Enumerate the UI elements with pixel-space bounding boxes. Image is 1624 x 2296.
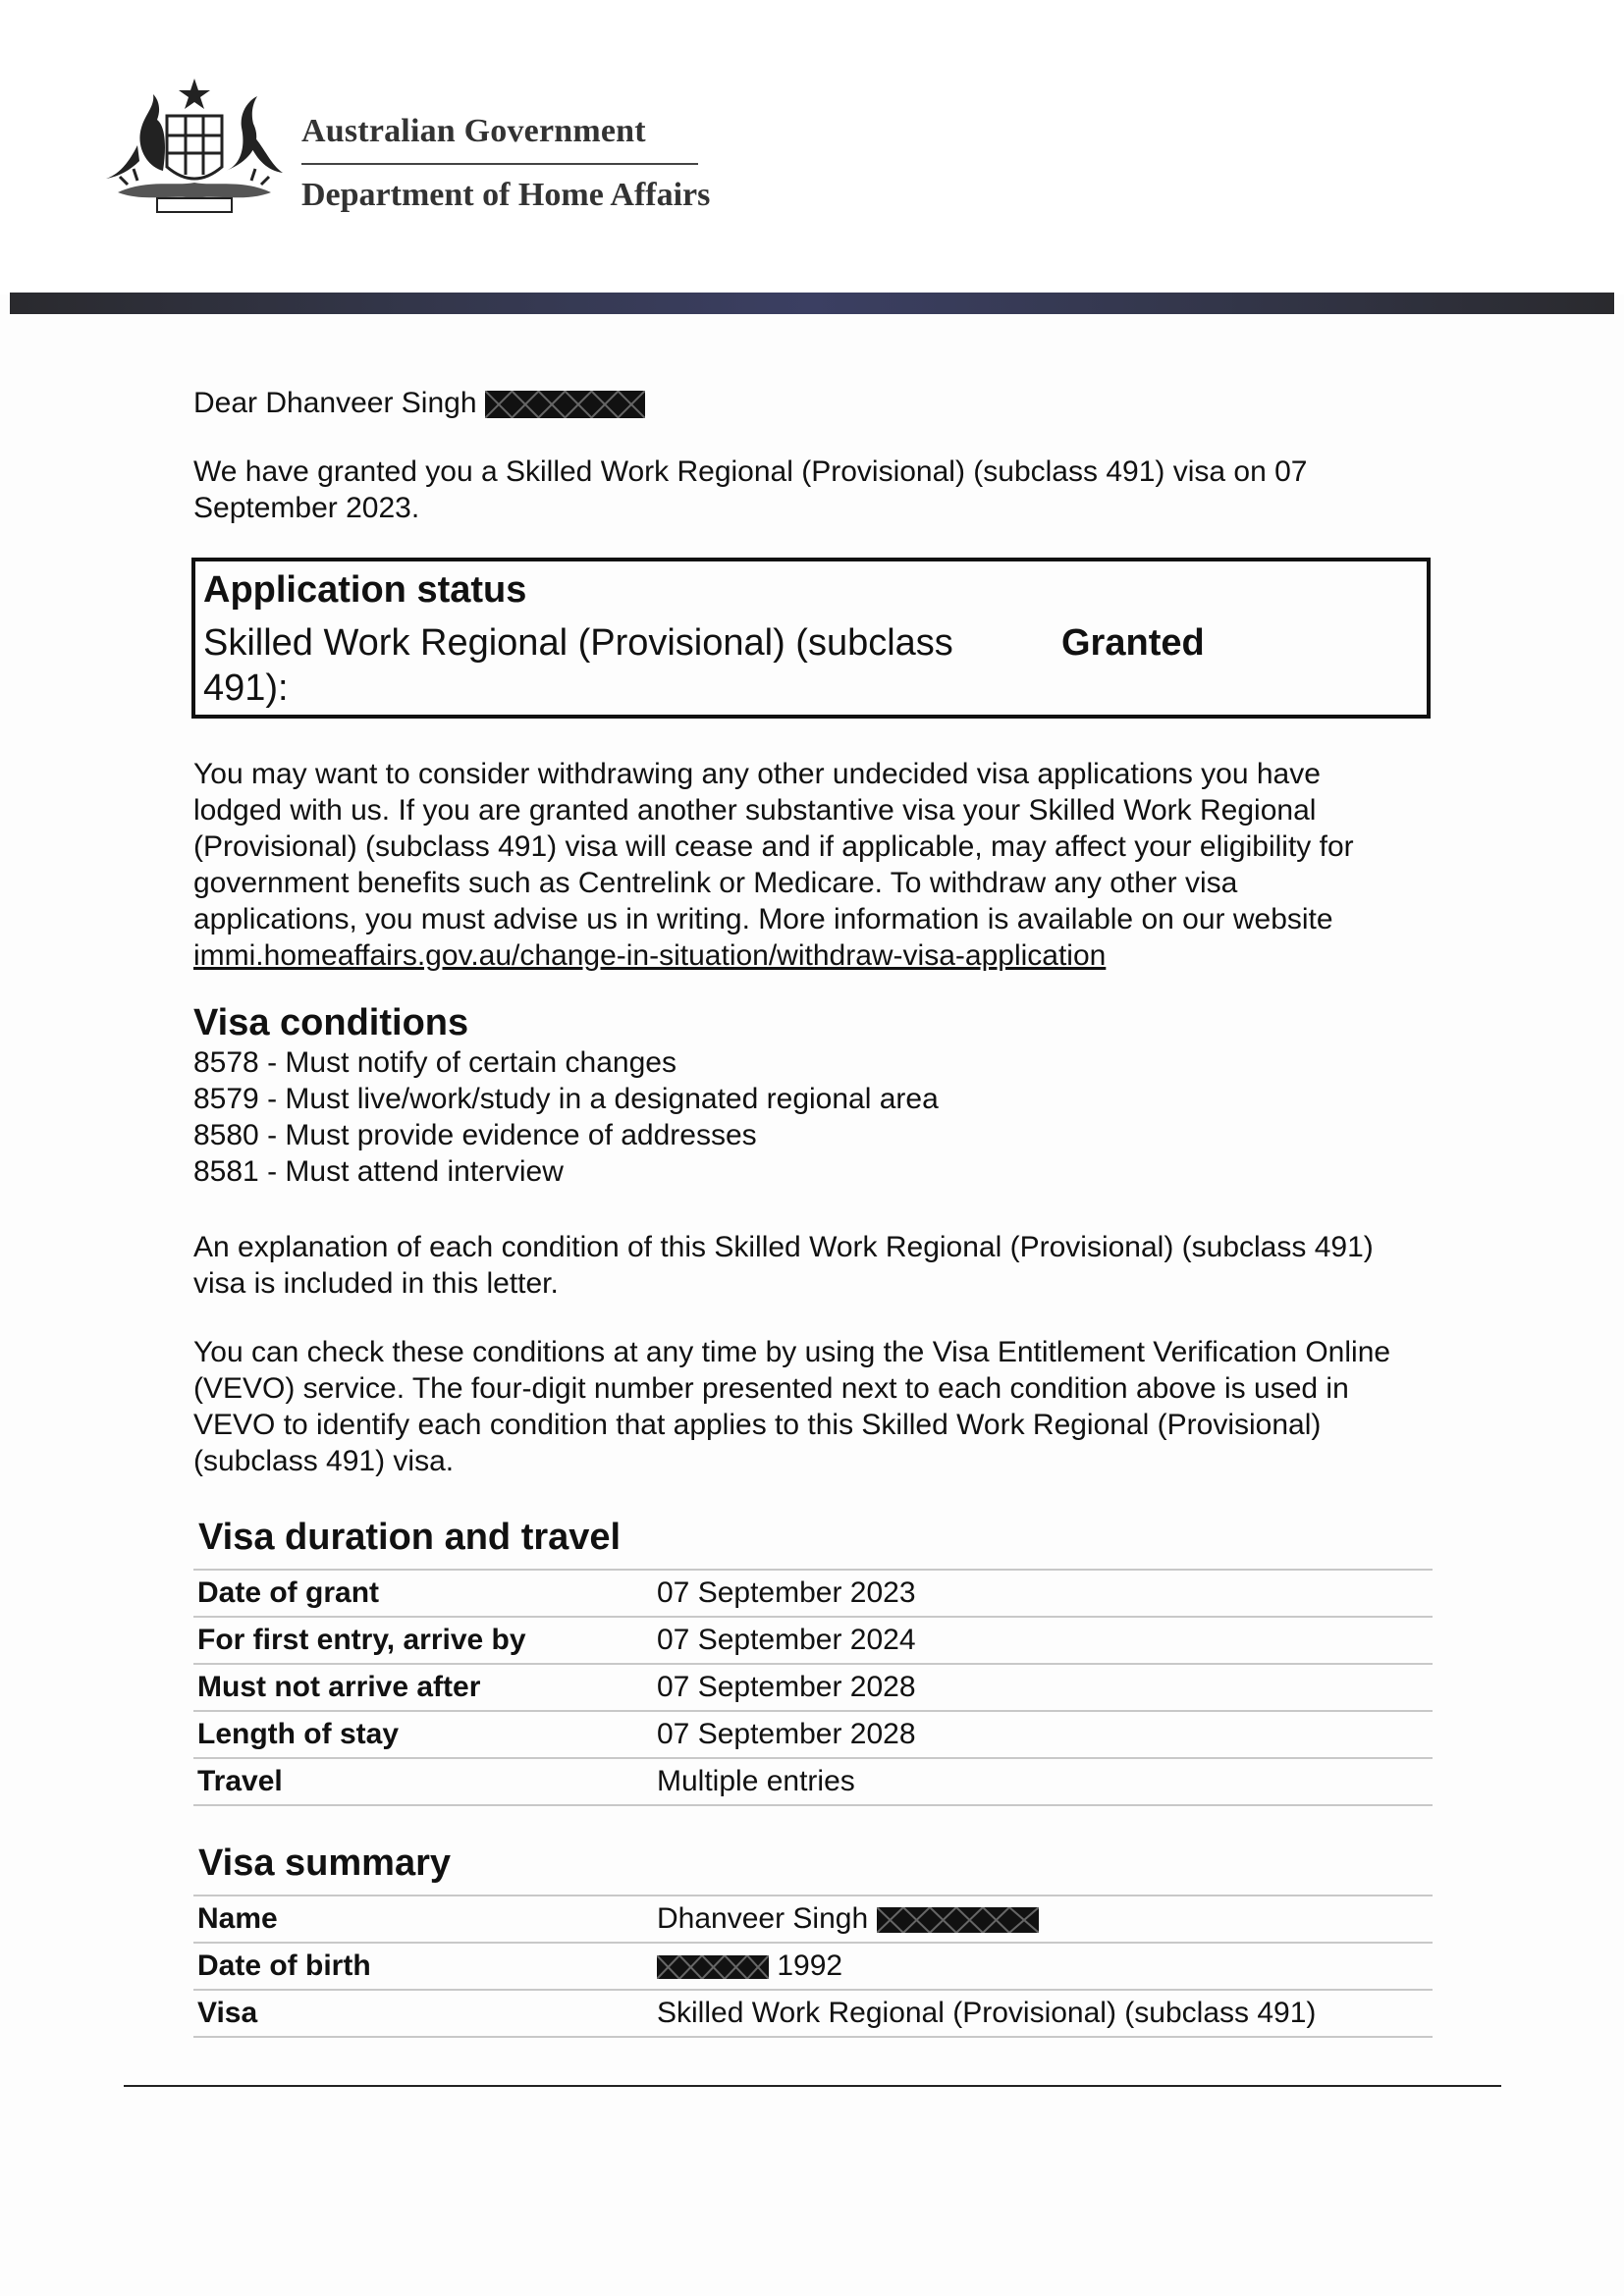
- coat-of-arms-icon: [98, 77, 291, 224]
- redacted-birth-date: [657, 1955, 769, 1979]
- condition-item: 8579 - Must live/work/study in a designated regional area: [193, 1083, 939, 1115]
- row-value: 07 September 2024: [653, 1617, 1433, 1664]
- conditions-explanation: An explanation of each condition of this Skilled Work Regional (Provisional) (subclass 491) visa is included in this letter.: [193, 1231, 1374, 1300]
- withdraw-paragraph-block: [193, 756, 1367, 974]
- visa-conditions-title: Visa conditions: [193, 1002, 469, 1043]
- vevo-block: [193, 1334, 1433, 1479]
- visa-summary-table: [193, 1895, 1433, 2038]
- row-value: 07 September 2028: [653, 1711, 1433, 1758]
- row-key: For first entry, arrive by: [193, 1617, 653, 1664]
- application-status-label: Skilled Work Regional (Provisional) (subclass 491):: [203, 622, 953, 709]
- table-row: [193, 1896, 1433, 1943]
- row-key: Visa: [193, 1990, 653, 2037]
- row-value: Multiple entries: [653, 1758, 1433, 1805]
- visa-conditions-section: [193, 1001, 1433, 1190]
- table-row: [193, 1990, 1433, 2037]
- header-divider: [301, 163, 698, 165]
- footer-divider: [124, 2085, 1501, 2087]
- condition-item: 8581 - Must attend interview: [193, 1155, 564, 1188]
- salutation: Dear Dhanveer Singh: [193, 387, 477, 419]
- vevo-paragraph: You can check these conditions at any time by using the Visa Entitlement Verification Online (VEVO) service. The four-digit number presented next to each condition above is used in VEVO to identify each condition that applies to this Skilled Work Regional (Provisional) (subclass 491) visa.: [193, 1336, 1391, 1477]
- letterhead: [0, 0, 1624, 294]
- header-banner: [10, 293, 1614, 314]
- row-key: Name: [193, 1896, 653, 1943]
- row-key: Must not arrive after: [193, 1664, 653, 1711]
- row-value: 1992: [777, 1949, 843, 1982]
- visa-duration-title: Visa duration and travel: [198, 1517, 622, 1558]
- government-name: Australian Government: [301, 113, 646, 149]
- visa-conditions-list: [193, 1044, 1433, 1190]
- grant-sentence: We have granted you a Skilled Work Regional (Provisional) (subclass 491) visa on 07 September 2023.: [193, 455, 1308, 524]
- row-value-cell: [653, 1896, 1433, 1943]
- grant-paragraph: [193, 454, 1352, 526]
- redaction-pattern: [877, 1907, 1039, 1933]
- redacted-surname: [877, 1907, 1039, 1933]
- row-key: Date of birth: [193, 1943, 653, 1990]
- table-row: [193, 1943, 1433, 1990]
- redacted-surname: [485, 391, 645, 418]
- redaction-pattern: [485, 391, 645, 418]
- row-value: Skilled Work Regional (Provisional) (subclass 491): [653, 1990, 1433, 2037]
- conditions-explanation-block: [193, 1229, 1411, 1302]
- visa-summary-title: Visa summary: [198, 1842, 452, 1884]
- condition-item: 8580 - Must provide evidence of addresses: [193, 1119, 757, 1151]
- visa-duration-table: [193, 1569, 1433, 1806]
- row-value: 07 September 2023: [653, 1570, 1433, 1617]
- application-status-box: [191, 558, 1431, 719]
- row-value: 07 September 2028: [653, 1664, 1433, 1711]
- table-row: [193, 1664, 1433, 1711]
- withdraw-visa-link[interactable]: immi.homeaffairs.gov.au/change-in-situation/withdraw-visa-application: [193, 939, 1107, 972]
- row-key: Length of stay: [193, 1711, 653, 1758]
- redaction-pattern: [657, 1955, 769, 1979]
- row-value: Dhanveer Singh: [657, 1902, 869, 1935]
- application-status-title: Application status: [203, 569, 527, 611]
- row-key: Date of grant: [193, 1570, 653, 1617]
- letter-salutation-block: [193, 385, 1433, 421]
- condition-item: 8578 - Must notify of certain changes: [193, 1046, 677, 1079]
- withdraw-paragraph: You may want to consider withdrawing any other undecided visa applications you have lodged with us. If you are granted another substantive visa your Skilled Work Regional (Provisional) (subclass 491) visa will cease and if applicable, may affect your eligibility for government benefits such as Centrelink or Medicare. To withdraw any other visa applications, you must advise us in writing. More information is available on our website: [193, 758, 1354, 935]
- application-status-value: Granted: [1061, 622, 1205, 664]
- table-row: [193, 1617, 1433, 1664]
- row-key: Travel: [193, 1758, 653, 1805]
- table-row: [193, 1758, 1433, 1805]
- table-row: [193, 1570, 1433, 1617]
- table-row: [193, 1711, 1433, 1758]
- row-value-cell: [653, 1943, 1433, 1990]
- department-name: Department of Home Affairs: [301, 177, 711, 213]
